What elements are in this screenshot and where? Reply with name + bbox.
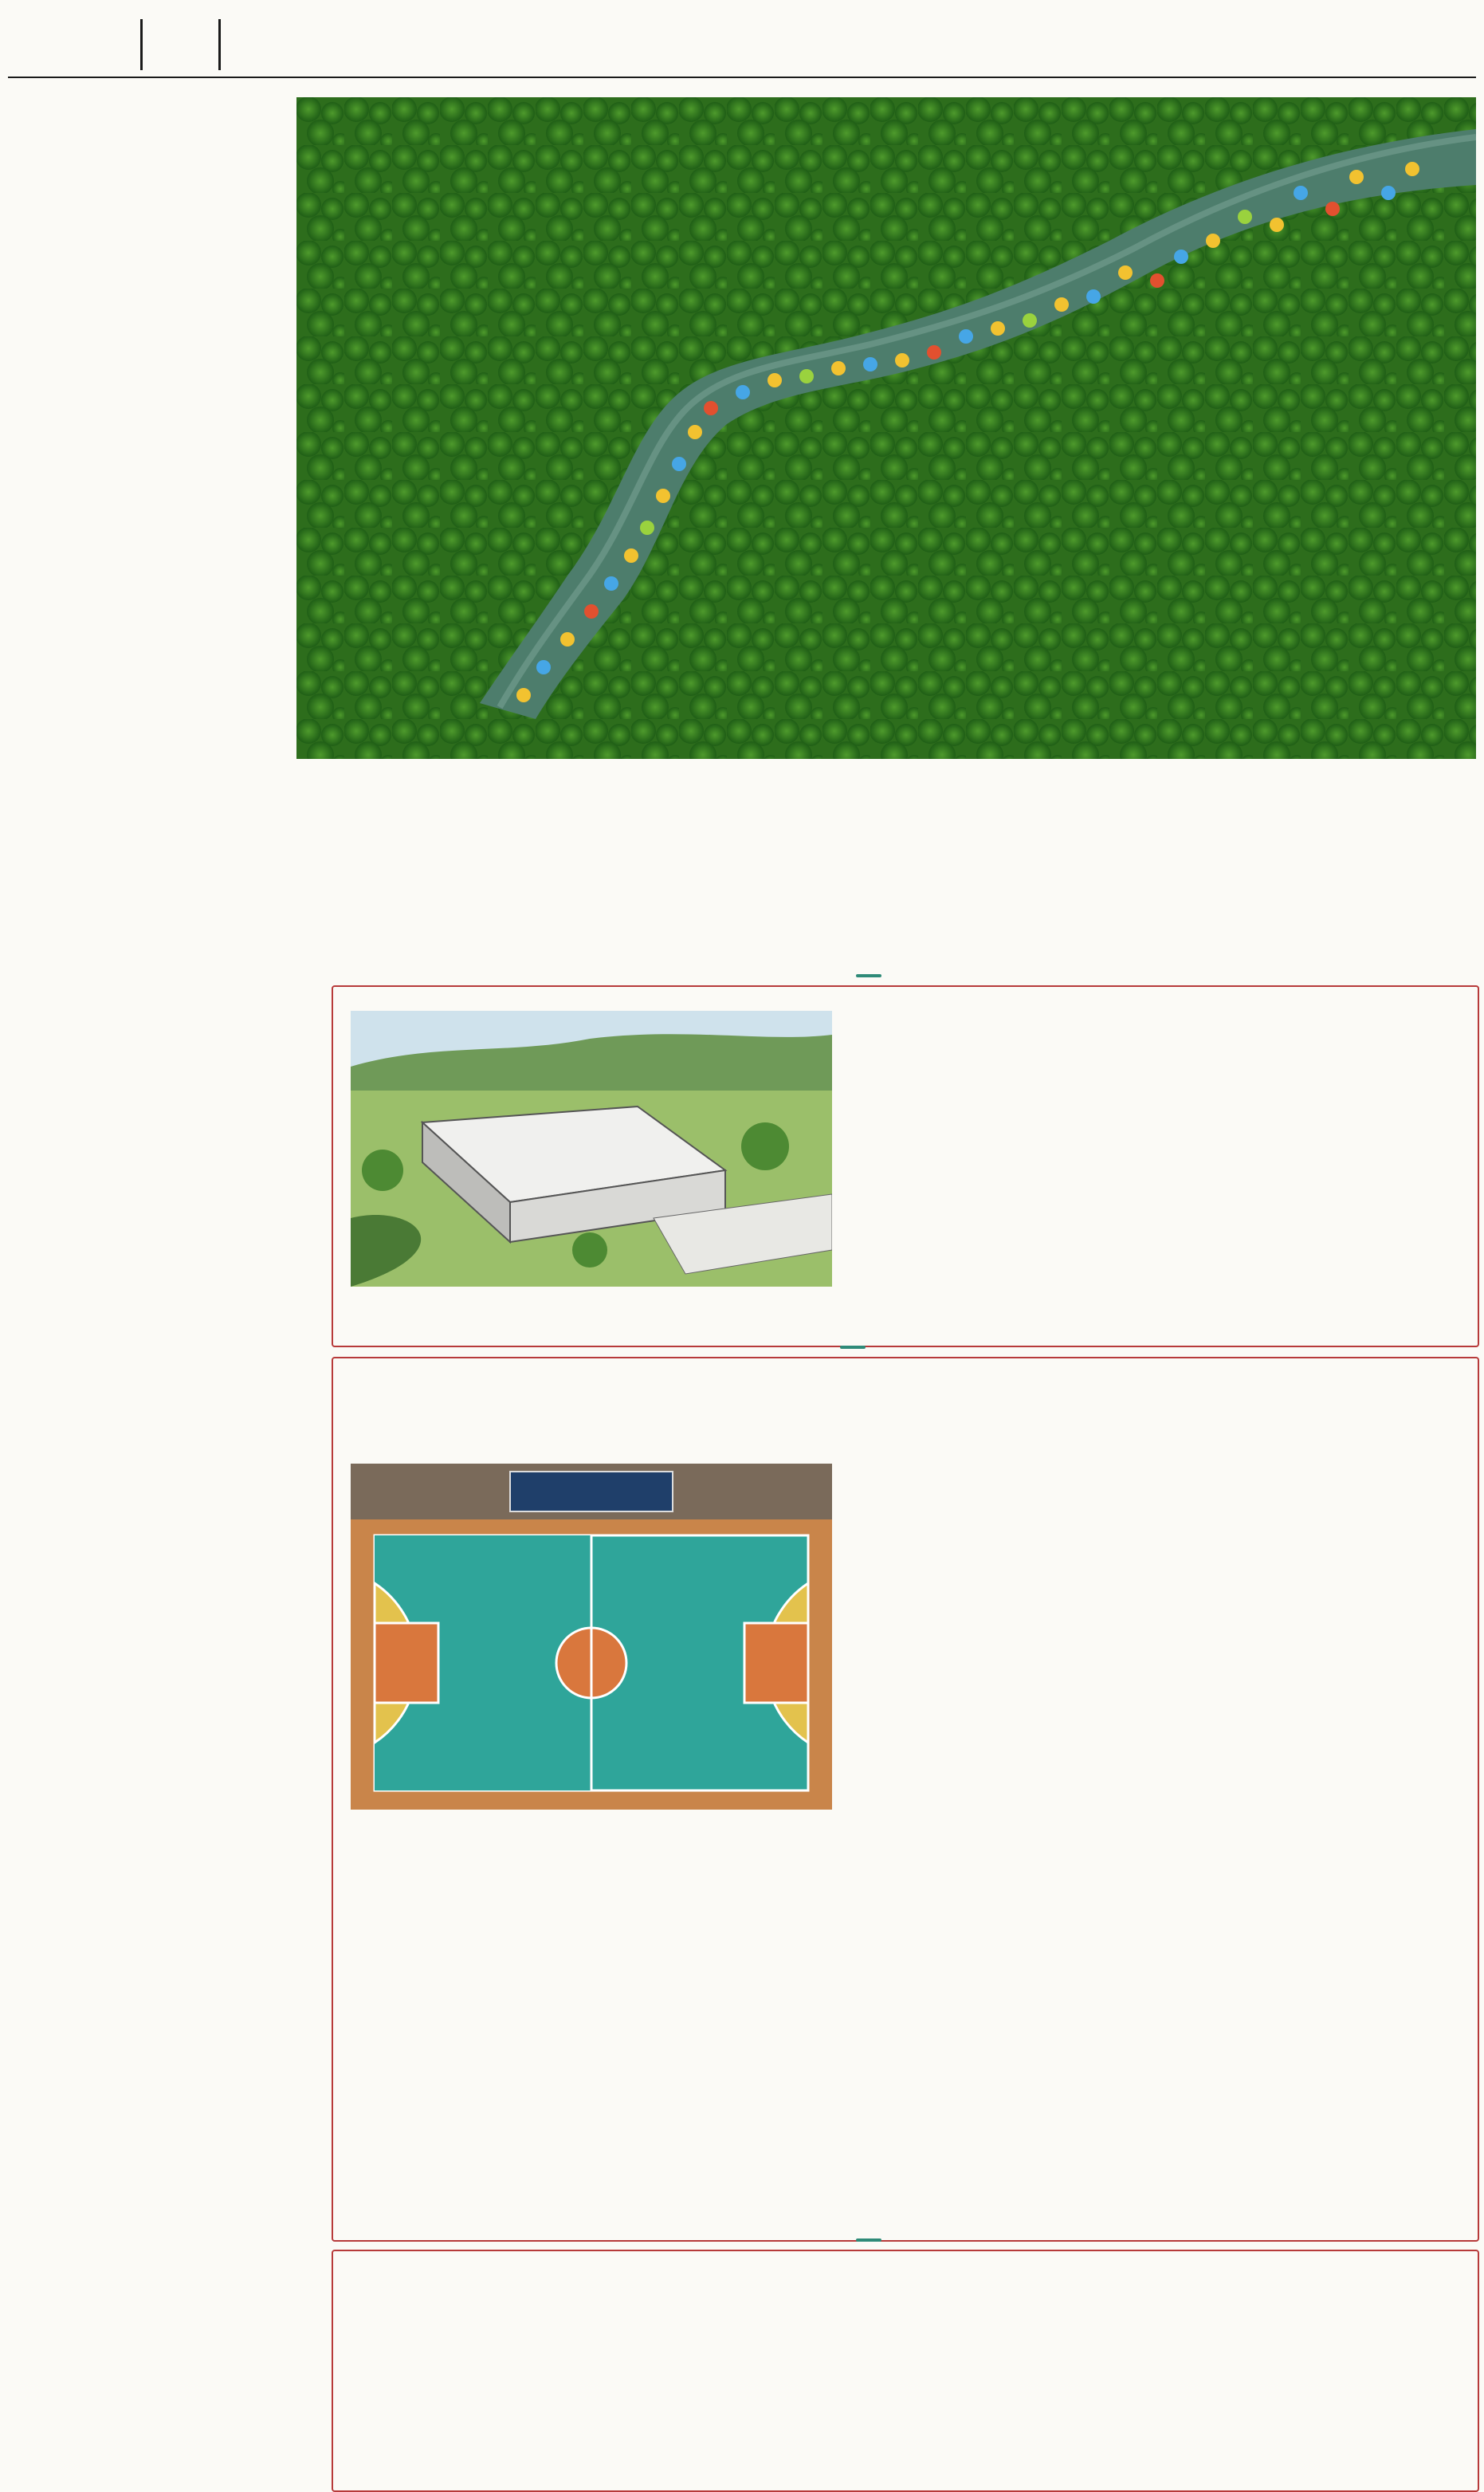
tag-related — [856, 2238, 881, 2242]
taihe-body-col2 — [1167, 1386, 1462, 2191]
tag-town-watch — [840, 1346, 866, 1349]
left-column-article — [11, 820, 312, 2127]
hotspring-body-col2 — [1167, 1048, 1462, 1255]
tag-extension — [856, 974, 881, 977]
rafting-photo-illustration — [296, 97, 1476, 759]
court-illustration — [351, 1464, 832, 1810]
taihe-body-col1 — [851, 1386, 1152, 2199]
resort-illustration — [351, 1011, 832, 1287]
rafting-aerial-photo — [296, 97, 1476, 759]
article-box-pear — [332, 2250, 1479, 2492]
hotspring-body-col1 — [851, 1048, 1152, 1303]
masthead-rule — [8, 77, 1476, 78]
hotspring-resort-photo — [351, 1011, 832, 1287]
masthead-divider — [218, 19, 221, 70]
masthead-divider — [140, 19, 143, 70]
basketball-court-photo — [351, 1464, 832, 1810]
